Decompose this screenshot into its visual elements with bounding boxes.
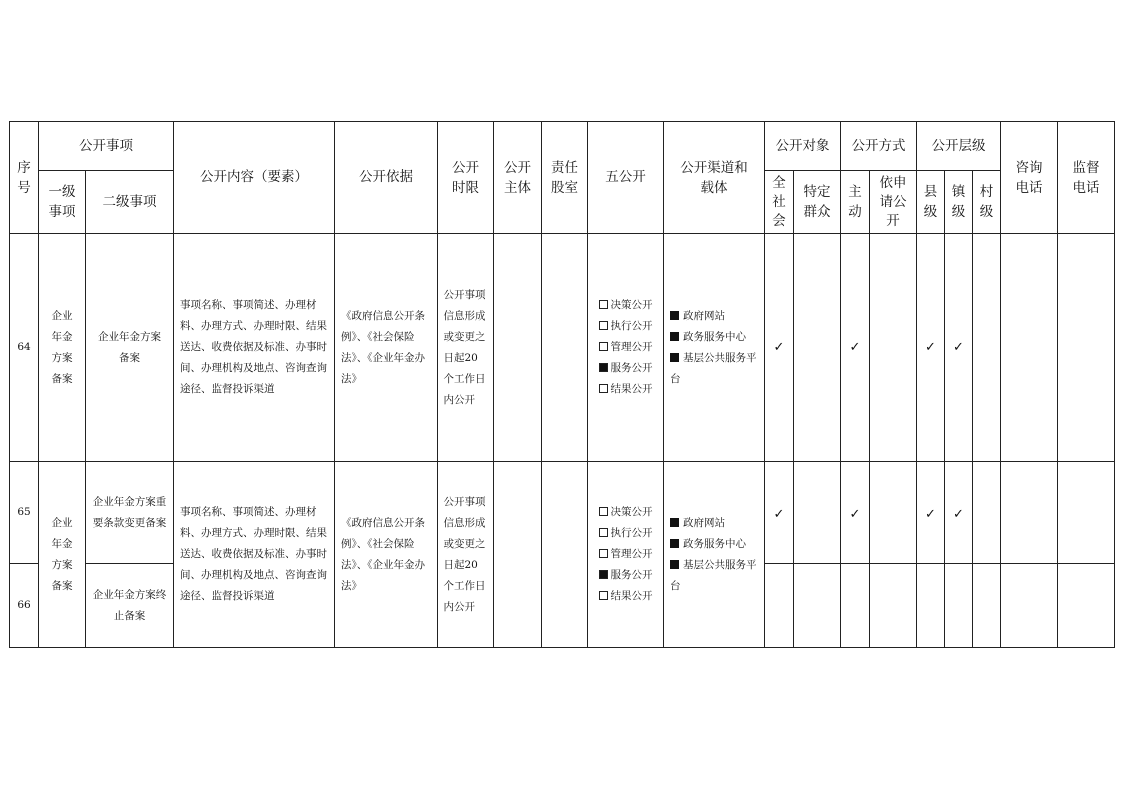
row-basis: 《政府信息公开条例》、《社会保险法》、《企业年金办法》 xyxy=(335,462,438,648)
row-office xyxy=(542,234,588,462)
header-county: 县级 xyxy=(917,171,945,234)
header-active: 主动 xyxy=(841,171,870,234)
row-supervise xyxy=(1058,234,1115,462)
row-town xyxy=(945,564,973,648)
header-level1: 一级事项 xyxy=(39,171,86,234)
unchecked-box-icon xyxy=(599,528,608,537)
unchecked-box-icon xyxy=(599,300,608,309)
row-level1: 企业年金方案备案 xyxy=(39,234,86,462)
row-whole-society xyxy=(765,564,794,648)
row-channel: 政府网站 政务服务中心 基层公共服务平台 xyxy=(664,234,765,462)
row-town: ✓ xyxy=(945,234,973,462)
header-town: 镇级 xyxy=(945,171,973,234)
row-time-limit: 公开事项信息形成或变更之日起20个工作日内公开 xyxy=(438,462,494,648)
row-seq: 64 xyxy=(10,234,39,462)
row-on-request xyxy=(870,462,917,564)
unchecked-box-icon xyxy=(599,591,608,600)
header-on-request: 依申请公开 xyxy=(870,171,917,234)
row-specific xyxy=(794,234,841,462)
row-seq: 65 xyxy=(10,462,39,564)
row-county: ✓ xyxy=(917,462,945,564)
row-consult xyxy=(1001,234,1058,462)
row-level1: 企业年金方案备案 xyxy=(39,462,86,648)
disclosure-table xyxy=(9,121,1115,648)
filled-square-icon xyxy=(670,560,679,569)
unchecked-box-icon xyxy=(599,384,608,393)
row-on-request xyxy=(870,234,917,462)
row-five-open: 决策公开 执行公开 管理公开 服务公开 结果公开 xyxy=(588,234,664,462)
row-town: ✓ xyxy=(945,462,973,564)
unchecked-box-icon xyxy=(599,342,608,351)
checked-box-icon xyxy=(599,363,608,372)
header-items-group: 公开事项 xyxy=(39,122,174,171)
row-consult xyxy=(1001,564,1058,648)
header-time-limit: 公开时限 xyxy=(438,122,494,234)
row-whole-society: ✓ xyxy=(765,234,794,462)
filled-square-icon xyxy=(670,332,679,341)
header-subject: 公开主体 xyxy=(494,122,542,234)
header-village: 村级 xyxy=(973,171,1001,234)
header-consult: 咨询电话 xyxy=(1001,122,1058,234)
table-row xyxy=(10,462,1115,564)
row-specific xyxy=(794,564,841,648)
header-seq: 序号 xyxy=(10,122,39,234)
row-subject xyxy=(494,234,542,462)
row-supervise xyxy=(1058,462,1115,564)
row-village xyxy=(973,234,1001,462)
filled-square-icon xyxy=(670,518,679,527)
header-supervise: 监督电话 xyxy=(1058,122,1115,234)
row-on-request xyxy=(870,564,917,648)
row-seq: 66 xyxy=(10,564,39,648)
row-active: ✓ xyxy=(841,462,870,564)
row-level2: 企业年金方案重要条款变更备案 xyxy=(86,462,174,564)
unchecked-box-icon xyxy=(599,321,608,330)
header-basis: 公开依据 xyxy=(335,122,438,234)
row-time-limit: 公开事项信息形成或变更之日起20个工作日内公开 xyxy=(438,234,494,462)
header-specific: 特定群众 xyxy=(794,171,841,234)
row-five-open: 决策公开 执行公开 管理公开 服务公开 结果公开 xyxy=(588,462,664,648)
table-row xyxy=(10,234,1115,462)
row-supervise xyxy=(1058,564,1115,648)
header-content: 公开内容（要素） xyxy=(174,122,335,234)
filled-square-icon xyxy=(670,539,679,548)
header-office: 责任股室 xyxy=(542,122,588,234)
row-active xyxy=(841,564,870,648)
unchecked-box-icon xyxy=(599,507,608,516)
row-consult xyxy=(1001,462,1058,564)
header-method-group: 公开方式 xyxy=(841,122,917,171)
filled-square-icon xyxy=(670,311,679,320)
row-content: 事项名称、事项简述、办理材料、办理方式、办理时限、结果送达、收费依据及标准、办事时间、办理机构及地点、咨询查询途径、监督投诉渠道 xyxy=(174,234,335,462)
filled-square-icon xyxy=(670,353,679,362)
row-channel: 政府网站 政务服务中心 基层公共服务平台 xyxy=(664,462,765,648)
row-specific xyxy=(794,462,841,564)
row-subject xyxy=(494,462,542,648)
row-whole-society: ✓ xyxy=(765,462,794,564)
header-whole-society: 全社会 xyxy=(765,171,794,234)
header-level-group: 公开层级 xyxy=(917,122,1001,171)
header-channel: 公开渠道和载体 xyxy=(664,122,765,234)
row-village xyxy=(973,462,1001,564)
header-five-open: 五公开 xyxy=(588,122,664,234)
row-content: 事项名称、事项简述、办理材料、办理方式、办理时限、结果送达、收费依据及标准、办事时间、办理机构及地点、咨询查询途径、监督投诉渠道 xyxy=(174,462,335,648)
row-level2: 企业年金方案终止备案 xyxy=(86,564,174,648)
checked-box-icon xyxy=(599,570,608,579)
row-village xyxy=(973,564,1001,648)
row-active: ✓ xyxy=(841,234,870,462)
row-county xyxy=(917,564,945,648)
row-office xyxy=(542,462,588,648)
header-level2: 二级事项 xyxy=(86,171,174,234)
unchecked-box-icon xyxy=(599,549,608,558)
row-level2: 企业年金方案备案 xyxy=(86,234,174,462)
header-audience-group: 公开对象 xyxy=(765,122,841,171)
row-county: ✓ xyxy=(917,234,945,462)
row-basis: 《政府信息公开条例》、《社会保险法》、《企业年金办法》 xyxy=(335,234,438,462)
header-row-1 xyxy=(10,122,1115,171)
